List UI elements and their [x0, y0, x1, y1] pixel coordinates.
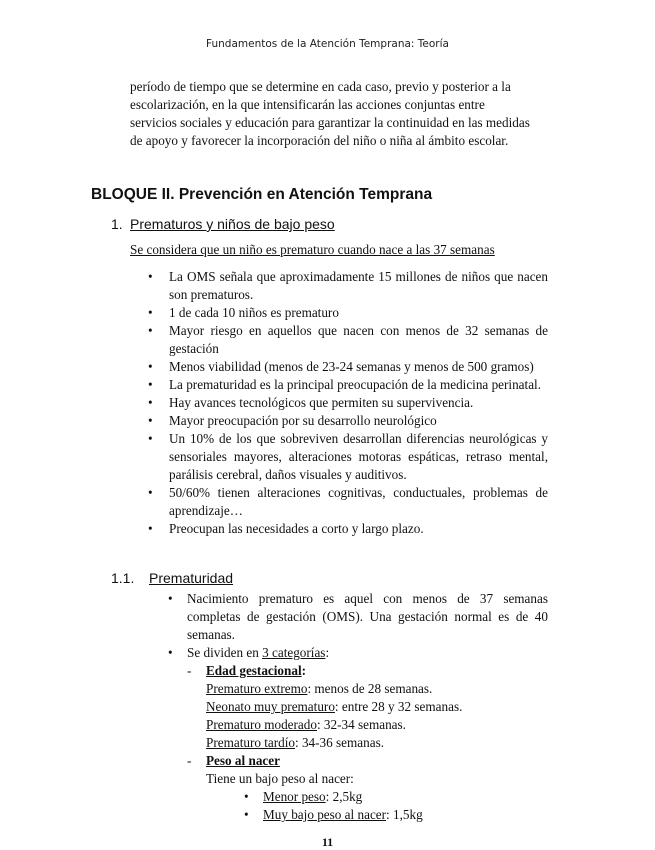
list-item: • Menos viabilidad (menos de 23-24 semanas y menos de 500 gramos) [148, 358, 548, 376]
list-item: • Un 10% de los que sobreviven desarrollan diferencias neurológicas y sensoriales mayores, alteraciones motoras espáticas, retraso mental, parálisis cerebral, daños visuales y auditivos. [148, 430, 548, 484]
category-item: Prematuro moderado: 32-34 semanas. [206, 717, 406, 732]
section-1-title: Prematuros y niños de bajo peso [130, 216, 335, 232]
section-1-1-content [168, 590, 548, 824]
list-item: • Nacimiento prematuro es aquel con menos de 37 semanas completas de gestación (OMS). Una gestación normal es de 40 semanas. [168, 590, 548, 644]
list-item: • 50/60% tienen alteraciones cognitivas, conductuales, problemas de aprendizaje… [148, 484, 548, 520]
list-item: • Mayor riesgo en aquellos que nacen con menos de 32 semanas de gestación [148, 322, 548, 358]
dash-marker: - [187, 753, 192, 768]
categories-link-text: 3 categorías [262, 645, 326, 660]
section-1-1-number: 1.1. [111, 570, 135, 586]
list-item: • La OMS señala que aproximadamente 15 millones de niños que nacen son prematuros. [148, 268, 548, 304]
intro-line: período de tiempo que se determine en cada caso, previo y posterior a la [130, 79, 511, 94]
section-1-subtitle: Se considera que un niño es prematuro cuando nace a las 37 semanas [130, 242, 495, 257]
intro-line: servicios sociales y educación para garantizar la continuidad en las medidas [130, 115, 530, 130]
list-item: • Se dividen en 3 categorías: [168, 644, 548, 662]
page-number: 11 [321, 835, 334, 849]
category-item: Neonato muy prematuro: entre 28 y 32 semanas. [206, 699, 463, 714]
category-heading-birth-weight: - Peso al nacer [187, 753, 280, 768]
list-item: • 1 de cada 10 niños es prematuro [148, 304, 548, 322]
running-header: Fundamentos de la Atención Temprana: Teoría [206, 38, 449, 50]
category-intro: Tiene un bajo peso al nacer: [206, 771, 354, 786]
dash-marker: - [187, 663, 192, 678]
list-item: • Hay avances tecnológicos que permiten su supervivencia. [148, 394, 548, 412]
category-heading-gestational-age: - Edad gestacional: [187, 663, 307, 678]
category-item: Prematuro extremo: menos de 28 semanas. [206, 681, 433, 696]
block-title: BLOQUE II. Prevención en Atención Temprana [91, 186, 433, 203]
section-1-1-heading [111, 570, 233, 586]
intro-line: escolarización, en la que intensificarán las acciones conjuntas entre [130, 97, 485, 112]
section-1-heading [111, 216, 335, 232]
section-1-1-title: Prematuridad [149, 570, 234, 586]
list-item: • Menor peso: 2,5kg [168, 788, 548, 806]
list-item: • Muy bajo peso al nacer: 1,5kg [168, 806, 548, 824]
category-item: Prematuro tardío: 34-36 semanas. [206, 735, 384, 750]
intro-line: de apoyo y favorecer la incorporación del niño o niña al ámbito escolar. [130, 133, 509, 148]
section-1-number: 1. [111, 216, 123, 232]
list-item: • Mayor preocupación por su desarrollo neurológico [148, 412, 548, 430]
intro-paragraph [130, 78, 548, 150]
section-1-bullet-list [148, 268, 548, 538]
list-item: • La prematuridad es la principal preocupación de la medicina perinatal. [148, 376, 548, 394]
list-item: • Preocupan las necesidades a corto y largo plazo. [148, 520, 548, 538]
